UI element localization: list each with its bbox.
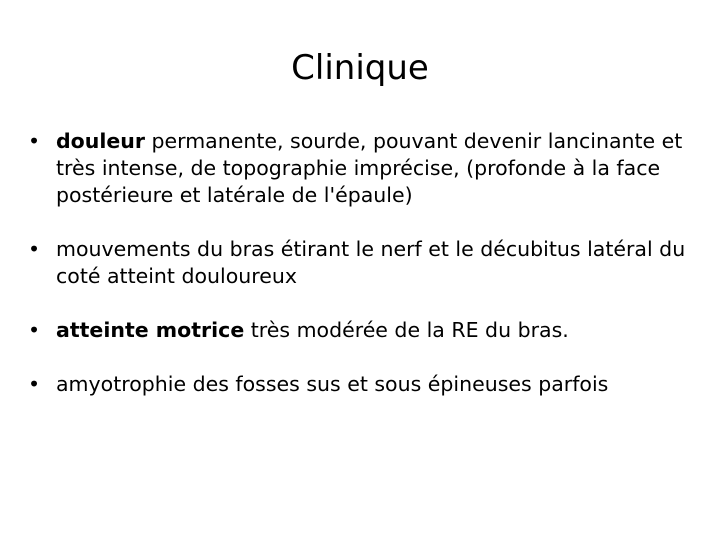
bullet-bold-text: atteinte motrice (56, 318, 245, 342)
bullet-text: mouvements du bras étirant le nerf et le décubitus latéral du coté atteint douloureux (56, 237, 686, 288)
bullet-text: permanente, sourde, pouvant devenir lancinante et très intense, de topographie imprécise, (profonde à la face postérieure et latérale de l'épaule) (56, 129, 683, 207)
bullet-dot: • (28, 372, 41, 396)
bullet-dot: • (28, 318, 41, 342)
bullet-dot: • (28, 129, 41, 153)
bullet-item-douleur (28, 128, 700, 209)
slide-title: Clinique (291, 48, 429, 88)
bullet-item-mouvements (28, 236, 700, 290)
bullet-dot: • (28, 237, 41, 261)
bullet-bold-text: douleur (56, 129, 145, 153)
bullet-item-amyotrophie (28, 371, 700, 398)
bullet-item-atteinte-motrice (28, 317, 700, 344)
bullet-text: très modérée de la RE du bras. (244, 318, 569, 342)
bullet-list (28, 128, 700, 425)
bullet-text: amyotrophie des fosses sus et sous épineuses parfois (56, 372, 609, 396)
